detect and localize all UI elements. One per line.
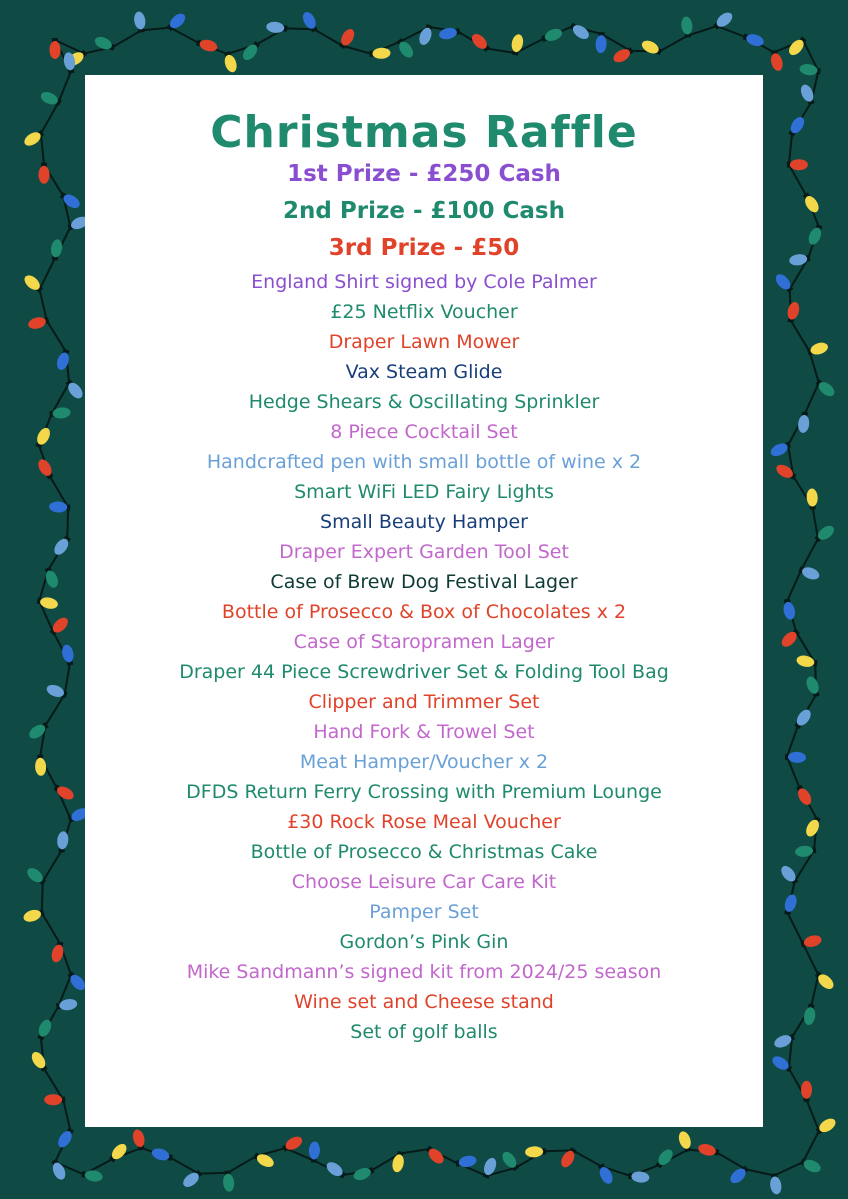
light-bulb-icon <box>266 21 288 34</box>
light-bulb-icon <box>324 1159 347 1180</box>
light-bulb-icon <box>611 45 635 65</box>
light-bulb-icon <box>195 37 218 53</box>
light-bulb-icon <box>131 1128 147 1151</box>
prize-item: Pamper Set <box>369 901 479 923</box>
light-bulb-icon <box>165 11 188 33</box>
prize-item: £30 Rock Rose Meal Voucher <box>287 811 561 833</box>
light-bulb-icon <box>81 1169 103 1183</box>
prize-item: Hedge Shears & Oscillating Sprinkler <box>248 391 600 413</box>
light-bulb-icon <box>455 1154 478 1169</box>
light-bulb-icon <box>150 1146 173 1163</box>
prize-item: Smart WiFi LED Fairy Lights <box>294 481 554 503</box>
light-bulb-icon <box>540 27 564 45</box>
light-bulb-icon <box>799 1156 823 1175</box>
prize-item: Bottle of Prosecco & Box of Chocolates x 2 <box>221 601 627 623</box>
third-prize: 3rd Prize - £50 <box>328 235 520 261</box>
light-bulb-icon <box>768 49 784 72</box>
prize-item: Mike Sandmann’s signed kit from 2024/25 season <box>186 961 662 983</box>
prize-item: Draper Lawn Mower <box>328 331 520 353</box>
light-bulb-icon <box>469 31 492 54</box>
light-bulb-icon <box>728 1164 751 1186</box>
light-bulb-icon <box>640 38 664 57</box>
prize-item: England Shirt signed by Cole Palmer <box>251 271 597 293</box>
prize-item: Vax Steam Glide <box>345 361 503 383</box>
prize-item: 8 Piece Cocktail Set <box>330 421 518 443</box>
prize-item: Handcrafted pen with small bottle of wine x 2 <box>206 451 642 473</box>
prize-item: Meat Hamper/Voucher x 2 <box>299 751 549 773</box>
prize-item: Draper 44 Piece Screwdriver Set & Folding Tool Bag <box>179 661 669 683</box>
prize-item: Draper Expert Garden Tool Set <box>279 541 569 563</box>
light-bulb-icon <box>29 1050 50 1074</box>
prize-item: Small Beauty Hamper <box>320 511 528 533</box>
light-bulb-icon <box>222 50 239 73</box>
page-title: Christmas Raffle <box>210 107 638 158</box>
prize-item: Bottle of Prosecco & Christmas Cake <box>250 841 598 863</box>
light-bulb-icon <box>352 1165 376 1183</box>
light-bulb-icon <box>55 1126 76 1150</box>
light-bulb-icon <box>395 37 416 60</box>
prize-item: £25 Netflix Voucher <box>330 301 518 323</box>
light-bulb-icon <box>44 1094 65 1105</box>
light-bulb-icon <box>628 1170 650 1183</box>
prize-item: Hand Fork & Trowel Set <box>313 721 535 743</box>
light-bulb-icon <box>369 47 391 59</box>
prize-item: Set of golf balls <box>350 1021 498 1043</box>
light-bulb-icon <box>481 1156 499 1180</box>
prize-item: Case of Brew Dog Festival Lager <box>270 571 578 593</box>
light-bulb-icon <box>768 1173 782 1195</box>
prize-item: Gordon’s Pink Gin <box>339 931 509 953</box>
first-prize: 1st Prize - £250 Cash <box>287 161 561 187</box>
light-bulb-icon <box>596 1162 615 1186</box>
light-bulb-icon <box>697 1142 720 1158</box>
prize-item: Clipper and Trimmer Set <box>308 691 540 713</box>
prize-item: Choose Leisure Car Care Kit <box>291 871 557 893</box>
light-bulb-icon <box>595 32 607 54</box>
light-bulb-icon <box>49 1158 68 1182</box>
light-bulb-icon <box>181 1168 204 1190</box>
prize-item: Case of Staropramen Lager <box>293 631 555 653</box>
light-bulb-icon <box>559 1146 579 1170</box>
light-bulb-icon <box>525 1146 547 1158</box>
light-bulb-icon <box>801 1081 812 1102</box>
prize-item: Wine set and Cheese stand <box>294 991 554 1013</box>
second-prize: 2nd Prize - £100 Cash <box>283 198 565 224</box>
prize-item: DFDS Return Ferry Crossing with Premium Lounge <box>186 781 662 803</box>
light-bulb-icon <box>417 23 435 47</box>
